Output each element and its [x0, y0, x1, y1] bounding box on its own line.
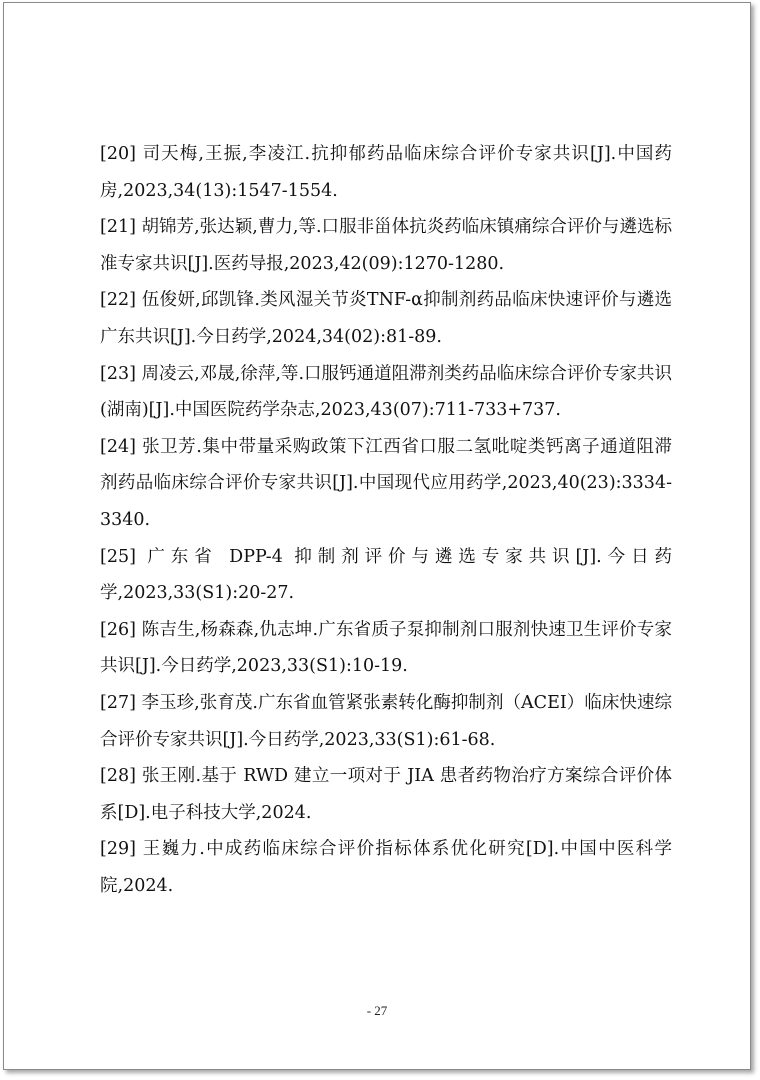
page-number: - 27: [366, 1003, 388, 1018]
reference-21: [21] 胡锦芳,张达颖,曹力,等.口服非甾体抗炎药临床镇痛综合评价与遴选标准专家共识[J].医药导报,2023,42(09):1270-1280.: [100, 217, 672, 274]
reference-26: [26] 陈吉生,杨森森,仇志坤.广东省质子泵抑制剂口服剂快速卫生评价专家共识[J].今日药学,2023,33(S1):10-19.: [100, 619, 672, 677]
reference-22: [22] 伍俊妍,邱凯锋.类风湿关节炎TNF-α抑制剂药品临床快速评价与遴选广东共识[J].今日药学,2024,34(02):81-89.: [100, 290, 672, 347]
reference-24: [24] 张卫芳.集中带量采购政策下江西省口服二氢吡啶类钙离子通道阻滞剂药品临床综合评价专家共识[J].中国现代应用药学,2023,40(23):3334-3340.: [100, 436, 672, 530]
reference-20: [20] 司天梅,王振,李凌江.抗抑郁药品临床综合评价专家共识[J].中国药房,2023,34(13):1547-1554.: [100, 144, 672, 201]
document-page: [3, 2, 751, 1070]
reference-25: [25] 广东省 DPP-4 抑制剂评价与遴选专家共识[J].今日药学,2023,33(S1):20-27.: [100, 546, 672, 604]
reference-23: [23] 周凌云,邓晟,徐萍,等.口服钙通道阻滞剂类药品临床综合评价专家共识(湖南)[J].中国医院药学杂志,2023,43(07):711-733+737.: [100, 363, 672, 421]
reference-28: [28] 张王刚.基于 RWD 建立一项对于 JIA 患者药物治疗方案综合评价体系[D].电子科技大学,2024.: [100, 766, 672, 823]
reference-29: [29] 王巍力.中成药临床综合评价指标体系优化研究[D].中国中医科学院,2024.: [100, 839, 672, 896]
reference-27: [27] 李玉珍,张育茂.广东省血管紧张素转化酶抑制剂（ACEI）临床快速综合评价专家共识[J].今日药学,2023,33(S1):61-68.: [100, 692, 672, 750]
reference-list: [100, 136, 672, 904]
